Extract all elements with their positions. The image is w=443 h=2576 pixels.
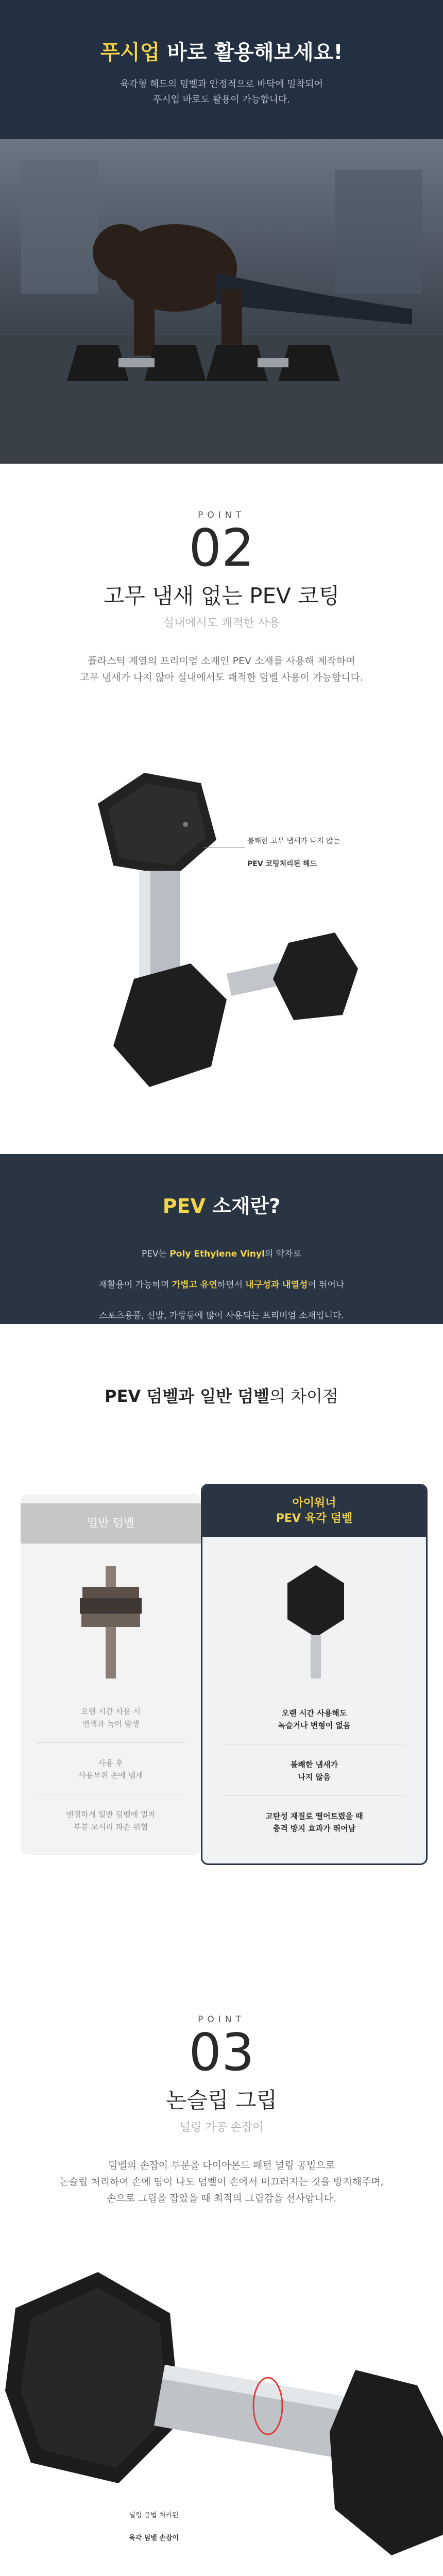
point-description: 플라스틱 계열의 프리미엄 소재인 PEV 소재를 사용해 제작하여 고무 냄새가 나지 않아 실내에서도 쾌적한 덤벨 사용이 가능합니다. bbox=[80, 655, 363, 683]
pev-row-2: 불쾌한 냄새가 나지 않음 bbox=[290, 1760, 338, 1782]
point-title: 고무 냄새 없는 PEV 코팅 bbox=[103, 583, 340, 608]
pev-row-3: 고탄성 재질로 떨어트렸을 때 충격 방지 효과가 뛰어남 bbox=[265, 1811, 363, 1833]
point-subtitle: 실내에서도 쾌적한 사용 bbox=[163, 617, 280, 630]
point-03-section bbox=[0, 1978, 443, 2576]
point-02-section bbox=[0, 464, 443, 1154]
general-row-3: 맨정하게 일반 덤벨에 밀착 부분 모서리 파손 위험 bbox=[66, 1810, 156, 1832]
general-dumbbell-head: 일반 덤벨 bbox=[21, 1503, 201, 1544]
hero-section bbox=[0, 0, 443, 464]
compare-title: PEV 덤벨과 일반 덤벨의 차이점 bbox=[105, 1386, 338, 1406]
point-description: 덤벨의 손잡이 부분을 다이아몬드 패턴 널링 공법으로 논슬립 처리하여 손에 땀이 나도 덤벨이 손에서 미끄러지는 것을 방지해주며, 손으로 그립을 잡았을 때 최적의 그립감을 선사합니다. bbox=[59, 2160, 384, 2204]
pev-title: PEV 소재란? bbox=[162, 1195, 281, 1217]
general-row-1: 오랜 시간 사용 시 변색과 녹이 발생 bbox=[81, 1707, 141, 1728]
point-subtitle: 널링 가공 손잡이 bbox=[179, 2121, 264, 2134]
knurled-handle-image bbox=[0, 2267, 443, 2576]
general-dumbbell-column bbox=[21, 1494, 201, 1855]
point-02-callout: 불쾌한 고무 냄새가 나지 않는 PEV 코팅처리된 헤드 bbox=[247, 837, 340, 868]
point-label: POINT bbox=[198, 2014, 245, 2025]
point-number: 03 bbox=[189, 2022, 254, 2082]
general-dumbbell-image bbox=[77, 1566, 144, 1685]
hero-description: 육각형 헤드의 덤벨과 안정적으로 바닥에 밀착되어 푸시업 바로도 활용이 가능합니다. bbox=[120, 79, 323, 105]
general-row-2: 사용 후 사용부위 손에 냄새 bbox=[78, 1758, 143, 1780]
point-number: 02 bbox=[189, 518, 254, 578]
hex-dumbbell-image bbox=[77, 757, 366, 1118]
point-label: POINT bbox=[198, 510, 245, 520]
point-03-callout: 널링 공법 처리된 육각 덤벨 손잡이 bbox=[129, 2512, 179, 2542]
pev-row-1: 오랜 시간 사용해도 녹슬거나 변형이 없음 bbox=[278, 1708, 351, 1730]
pushup-photo bbox=[0, 139, 443, 464]
point-title: 논슬립 그립 bbox=[165, 2088, 278, 2113]
pev-description: PEV는 Poly Ethylene Vinyl의 약자로 재활용이 가능하며 가볍고 유연하면서 내구성과 내열성이 뛰어나 스포츠용품, 신발, 가방등에 많이 사용되는 프리미엄 소재입니다. bbox=[98, 1249, 345, 1321]
hero-title: 푸시업 바로 활용해보세요! bbox=[100, 41, 343, 64]
pev-dumbbell-head: 아이워너 PEV 육각 덤벨 bbox=[202, 1485, 426, 1537]
pev-info-section bbox=[0, 1154, 443, 1324]
pev-dumbbell-column bbox=[201, 1484, 428, 1865]
compare-section bbox=[0, 1324, 443, 1978]
pev-dumbbell-image bbox=[282, 1563, 349, 1681]
